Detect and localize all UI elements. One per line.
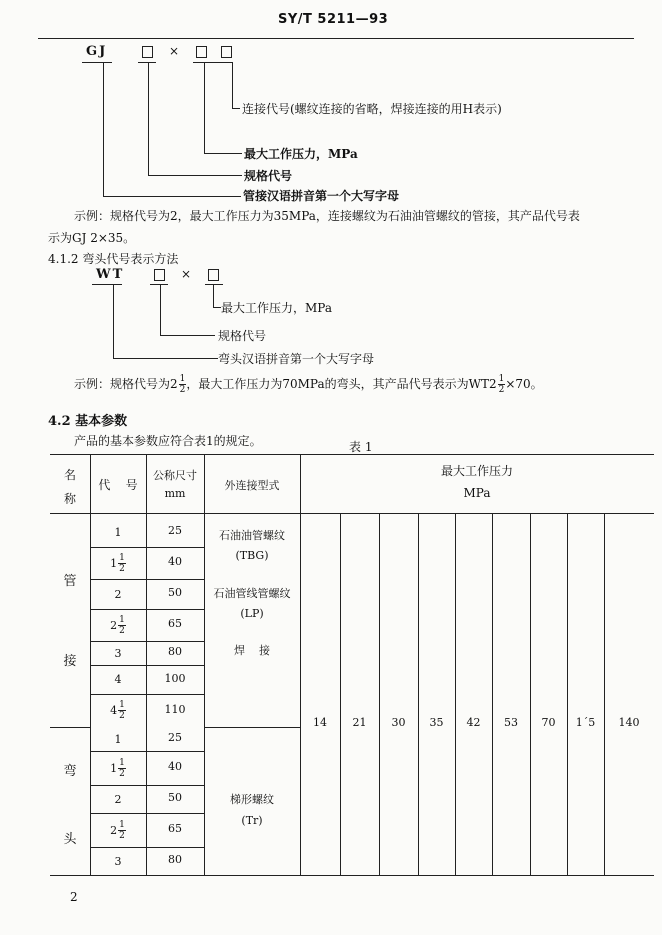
conn-tr-code: (Tr): [241, 814, 263, 827]
group-pipe-1: 管: [63, 574, 77, 589]
section-text: 产品的基本参数应符合表1的规定。: [74, 434, 262, 448]
pressure-col-divider: [567, 513, 568, 875]
conn-tbg: 石油油管螺纹: [219, 529, 285, 542]
row-divider: [90, 785, 204, 786]
standard-code: SY/T 5211—93: [278, 12, 389, 27]
header-size-2: mm: [164, 487, 186, 500]
pipe-size-3: 50: [168, 586, 182, 599]
group-elbow-1: 弯: [63, 764, 77, 779]
pipe-size-6: 100: [164, 671, 186, 685]
pipe-code-1: 1: [114, 525, 122, 539]
table-caption: 表 1: [349, 440, 373, 454]
header-size-1: 公称尺寸: [153, 469, 197, 482]
pressure-value-1: 14: [313, 716, 327, 729]
pressure-value-4: 35: [429, 716, 444, 729]
elbow-label-pressure: 最大工作压力，MPa: [221, 301, 332, 315]
pipe-size-1: 25: [168, 524, 182, 537]
pipe-size-4: 65: [168, 617, 182, 630]
pipe-size-2: 40: [168, 555, 182, 568]
conn-lp-code: (LP): [240, 607, 264, 620]
pressure-col-divider: [604, 513, 605, 875]
elbow-label-pinyin: 弯头汉语拼音第一个大写字母: [218, 352, 375, 366]
pressure-col-divider: [530, 513, 531, 875]
row-divider: [90, 665, 204, 666]
elbow-size-5: 80: [168, 853, 182, 866]
group-elbow-2: 头: [63, 832, 77, 847]
label-pinyin: 管接汉语拼音第一个大写字母: [243, 189, 400, 203]
page-number: 2: [70, 890, 78, 904]
group-divider: [50, 727, 90, 728]
elbow-example: 示例：规格代号为2 $\frac{1}{2}$ ，最大工作压力为70MPa的弯头，其产品代号表示为WT2 $\frac{1}{2}$ ×70。: [74, 374, 543, 395]
pipe-example-line1: 示例：规格代号为2，最大工作压力为35MPa，连接螺纹为石油油管螺纹的管接，其产品代号表: [74, 209, 580, 223]
pressure-value-3: 30: [391, 716, 406, 729]
pressure-col-divider: [492, 513, 493, 875]
label-spec: 规格代号: [244, 169, 293, 183]
group-pipe-2: 接: [63, 654, 77, 669]
pipe-code-4: 2 $\frac{1}{2}$: [110, 614, 125, 636]
pressure-value-9: 140: [618, 716, 640, 729]
row-divider: [90, 609, 204, 610]
elbow-code-3: 2: [114, 792, 122, 806]
header-conn: 外连接型式: [224, 479, 280, 492]
pipe-code-6: 4: [114, 673, 122, 686]
label-connection: 连接代号(螺纹连接的省略，焊接连接的用H表示): [242, 102, 502, 116]
conn-lp: 石油管线管螺纹: [213, 587, 291, 600]
pressure-value-2: 21: [352, 716, 367, 729]
elbow-size-4: 65: [168, 822, 182, 835]
elbow-label-spec: 规格代号: [218, 329, 267, 343]
conn-tr: 梯形螺纹: [230, 793, 274, 806]
pressure-col-divider: [379, 513, 380, 875]
pressure-col-divider: [340, 513, 341, 875]
group-divider: [204, 727, 300, 728]
row-divider: [90, 547, 204, 548]
elbow-size-2: 40: [168, 760, 182, 773]
elbow-code-4: 2 $\frac{1}{2}$: [110, 819, 125, 841]
elbow-code-2: 1 $\frac{1}{2}$: [110, 757, 125, 779]
pipe-code-7: 4 $\frac{1}{2}$: [110, 700, 125, 721]
row-divider: [90, 694, 204, 695]
pipe-size-5: 80: [168, 645, 182, 658]
row-divider: [90, 579, 204, 580]
pipe-code-5: 3: [114, 646, 122, 660]
elbow-size-1: 25: [168, 731, 182, 744]
header-pressure-1: 最大工作压力: [440, 464, 513, 478]
header-pressure-2: MPa: [463, 486, 491, 500]
label-pressure: 最大工作压力，MPa: [244, 147, 358, 161]
times-sign: ×: [169, 44, 180, 58]
elbow-times-sign: ×: [181, 267, 192, 281]
conn-tbg-code: (TBG): [235, 549, 269, 562]
pressure-value-5: 42: [466, 716, 481, 729]
elbow-code-1: 1: [114, 732, 122, 746]
elbow-heading: 4.1.2 弯头代号表示方法: [48, 252, 179, 266]
pipe-example-line2: 示为GJ 2×35。: [48, 231, 136, 245]
section-heading: 4.2 基本参数: [48, 414, 128, 429]
header-code: 代 号: [98, 478, 138, 492]
pipe-size-7: 110: [164, 702, 186, 716]
pressure-col-divider: [455, 513, 456, 875]
row-divider: [90, 847, 204, 848]
elbow-code-prefix: WT: [96, 267, 125, 282]
elbow-code-5: 3: [114, 854, 122, 868]
pipe-code-3: 2: [114, 587, 122, 601]
pressure-col-divider: [418, 513, 419, 875]
conn-welded: 焊 接: [234, 644, 270, 657]
elbow-size-3: 50: [168, 791, 182, 804]
row-divider: [90, 641, 204, 642]
pipe-code-2: 1 $\frac{1}{2}$: [110, 552, 125, 574]
header-name-2: 称: [63, 492, 76, 506]
header-name-1: 名: [63, 468, 76, 482]
row-divider: [90, 813, 204, 814]
pressure-value-6: 53: [504, 716, 518, 729]
row-divider: [90, 751, 204, 752]
pressure-value-7: 70: [541, 716, 556, 729]
pipe-code-prefix: GJ: [86, 44, 108, 59]
pressure-value-8: 1ˊ5: [575, 716, 596, 729]
